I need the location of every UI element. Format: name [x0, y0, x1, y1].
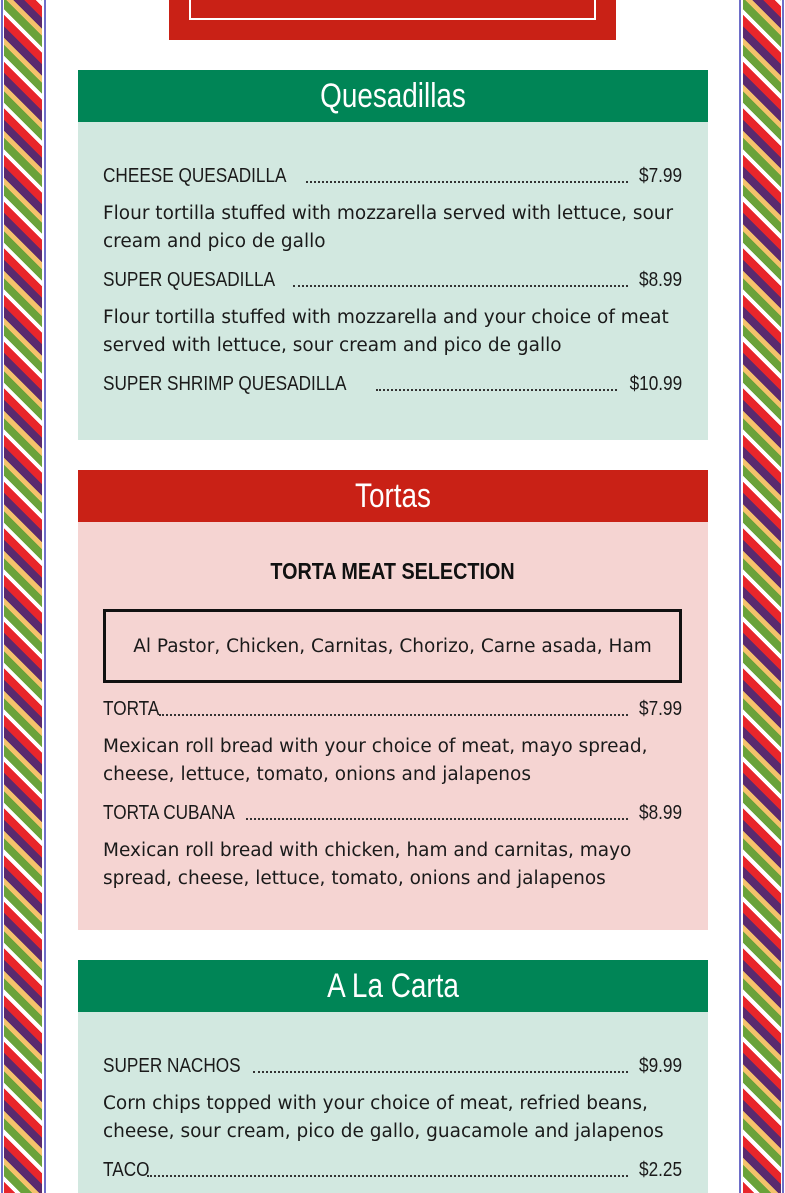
menu-item-row [103, 799, 682, 825]
item-name: SUPER QUESADILLA [103, 269, 276, 291]
item-description: Flour tortilla stuffed with mozzarella served with lettuce, sour cream and pico de gallo [103, 203, 674, 252]
item-name: CHEESE QUESADILLA [103, 165, 287, 187]
menu-item-row [103, 370, 682, 396]
section-body [78, 1012, 708, 1193]
top-banner [169, 0, 616, 40]
dot-leader [306, 181, 628, 183]
border-line [44, 0, 46, 1193]
meat-selection-heading: TORTA MEAT SELECTION [270, 558, 515, 584]
item-name: TACO [103, 1159, 150, 1181]
dot-leader [159, 714, 628, 716]
item-description: Flour tortilla stuffed with mozzarella and your choice of meat served with lettuce, sour cream and pico de gallo [103, 307, 669, 356]
menu-item-row [103, 1156, 682, 1182]
item-name: SUPER SHRIMP QUESADILLA [103, 373, 347, 395]
dot-leader [246, 818, 628, 820]
item-name: TORTA CUBANA [103, 802, 235, 824]
section-header [78, 470, 708, 522]
item-price: $8.99 [638, 269, 682, 291]
section-title: Tortas [355, 477, 431, 515]
top-banner-frame [189, 0, 596, 20]
item-description: Mexican roll bread with your choice of meat, mayo spread, cheese, lettuce, tomato, onions and jalapenos [103, 736, 648, 785]
item-description: Corn chips topped with your choice of meat, refried beans, cheese, sour cream, pico de gallo, guacamole and jalapenos [103, 1093, 664, 1142]
decorative-border-right [743, 0, 781, 1193]
border-line [739, 0, 741, 1193]
item-name: SUPER NACHOS [103, 1055, 241, 1077]
dot-leader [147, 1175, 628, 1177]
item-price: $9.99 [638, 1055, 682, 1077]
dot-leader [293, 285, 628, 287]
menu-item-row [103, 695, 682, 721]
section-tortas [78, 470, 708, 930]
section-title: Quesadillas [320, 77, 466, 115]
menu-item-row [103, 162, 682, 188]
item-price: $7.99 [638, 698, 682, 720]
border-line [782, 0, 784, 1193]
meat-selection-box [103, 609, 682, 683]
section-quesadillas [78, 70, 708, 440]
item-price: $7.99 [638, 165, 682, 187]
item-price: $8.99 [638, 802, 682, 824]
dot-leader [376, 389, 617, 391]
section-body [78, 522, 708, 930]
section-header [78, 960, 708, 1012]
decorative-border-left [4, 0, 42, 1193]
dot-leader [253, 1071, 628, 1073]
item-price: $10.99 [629, 373, 682, 395]
item-price: $2.25 [638, 1159, 682, 1181]
section-a-la-carta [78, 960, 708, 1193]
section-title: A La Carta [327, 967, 459, 1005]
menu-item-row [103, 1052, 682, 1078]
section-body [78, 122, 708, 440]
menu-item-row [103, 266, 682, 292]
section-header [78, 70, 708, 122]
item-name: TORTA [103, 698, 160, 720]
item-description: Mexican roll bread with chicken, ham and carnitas, mayo spread, cheese, lettuce, tomato, onions and jalapenos [103, 840, 632, 889]
meat-selection-text: Al Pastor, Chicken, Carnitas, Chorizo, Carne asada, Ham [133, 635, 652, 657]
border-line [1, 0, 3, 1193]
